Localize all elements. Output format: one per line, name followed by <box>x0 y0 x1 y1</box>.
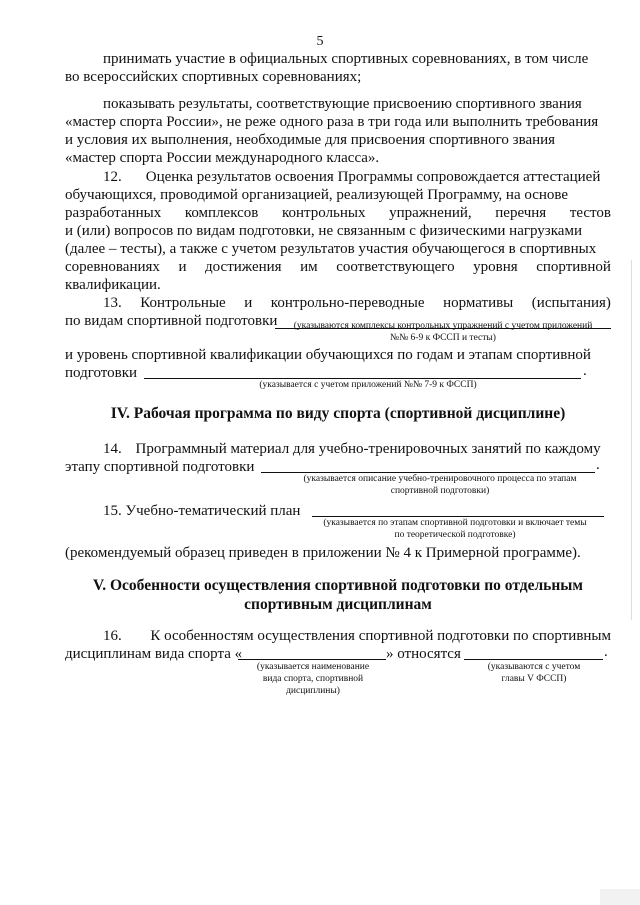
text-line: квалификации. <box>65 277 161 293</box>
text-line: дисциплинам вида спорта « <box>65 646 243 662</box>
document-page: 5 принимать участие в официальных спортивных соревнованиях, в том числе во всероссийских спортивных соревнованиях; показывать результаты, соответствующие присвоению спортивного звания «мастер спорта России», не реже одного раза в три года или выполнить требования и условия их выполнения, необходимые для присвоения спортивного звания «мастер спорта России международного класса». 12. Оценка результатов освоения Программы сопровождается аттестацией обучающихся, проводимой организацией, реализующей Программу, на основе разработанных комплексов контрольных упражнений, перечня тестов и (или) вопросов по видам подготовки, не связанным с физическими нагрузками (далее – тесты), а также с учетом результатов участия обучающегося в спортивных соревнованиях и достижения им соответствующего уровня спортивной квалификации. 13. Контрольные и контрольно-переводные нормативы (испытания) по видам спортивной подготовки (указываются комплексы контрольных упражнений с учетом приложений №№ 6-9 к ФССП и тесты) и уровень спортивной квалификации обучающихся по годам и этапам спортивной подготовки . (указывается с учетом приложений №№ 7-9 к ФССП) IV. Рабочая программа по виду спорта (спортивной дисциплине) 14. Программный материал для учебно-тренировочных занятий по каждому этапу спортивной подготовки . (указывается описание учебно-тренировочного процесса по этапам спортивной подготовки) 15. Учебно-тематический план (указывается по этапам спортивной подготовки и включает темы по теоретической подготовке) (рекомендуемый образец приведен в приложении № 4 к Примерной программе). V. Особенности осуществления спортивной подготовки по отдельным спортивным дисциплинам 16. К особенностям осуществления спортивной подготовки по спортивным дисциплинам вида спорта « » относятся . (указывается наименование вида спорта, спортивной дисциплины) (указываются с учетом главы V ФССП) <box>0 0 640 905</box>
text-line: (рекомендуемый образец приведен в приложении № 4 к Примерной программе). <box>65 545 581 561</box>
text-line: «мастер спорта России», не реже одного раза в три года или выполнить требования <box>65 114 599 130</box>
paragraph-13-line-1: 13. Контрольные и контрольно-переводные нормативы (испытания) <box>103 295 611 311</box>
text-line: и уровень спортивной квалификации обучающихся по годам и этапам спортивной <box>65 347 591 363</box>
section-heading: IV. Рабочая программа по виду спорта (спортивной дисциплине) <box>110 405 566 422</box>
fill-in-blank <box>464 659 603 660</box>
footnote-annotation: (указываются с учетом главы V ФССП) <box>487 662 581 684</box>
section-heading: V. Особенности осуществления спортивной подготовки по отдельным <box>93 577 583 594</box>
footnote-annotation: (указываются комплексы контрольных упражнений с учетом приложений №№ 6-9 к ФССП и тесты) <box>293 321 593 343</box>
text-line: по видам спортивной подготовки <box>65 313 278 329</box>
text-line: «мастер спорта России международного класса». <box>65 150 380 166</box>
page-number: 5 <box>316 34 324 49</box>
text-line: и условия их выполнения, необходимые для присвоения спортивного звания <box>65 132 556 148</box>
text-line: показывать результаты, соответствующие присвоению спортивного звания <box>103 96 582 112</box>
paragraph-14-line-1: 14. Программный материал для учебно-тренировочных занятий по каждому <box>103 441 601 457</box>
scan-edge <box>631 260 632 620</box>
text-line: подготовки <box>65 365 138 381</box>
paragraph-number: 16. <box>103 628 122 644</box>
text-line: во всероссийских спортивных соревнованиях; <box>65 69 362 85</box>
fill-in-blank <box>238 659 386 660</box>
footnote-annotation: (указывается описание учебно-тренировочного процесса по этапам спортивной подготовки) <box>303 474 577 496</box>
section-heading-line-2: спортивным дисциплинам <box>244 596 432 613</box>
paragraph-15-line: 15. Учебно-тематический план <box>103 503 301 519</box>
text-line: обучающихся, проводимой организацией, реализующей Программу, на основе <box>65 187 569 203</box>
footnote-annotation: (указывается с учетом приложений №№ 7-9 к ФССП) <box>259 380 477 390</box>
paragraph-number: 13. <box>103 295 122 311</box>
text-line: принимать участие в официальных спортивных соревнованиях, в том числе <box>103 51 589 67</box>
text-line: и (или) вопросов по видам подготовки, не связанным с физическими нагрузками <box>65 223 582 239</box>
paragraph-number: 12. <box>103 169 122 185</box>
footnote-annotation: (указывается по этапам спортивной подготовки и включает темы по теоретической подготовке) <box>323 518 587 540</box>
text-line-justified: соревнованиях и достижения им соответствующего уровня спортивной <box>65 259 611 275</box>
paragraph-12-line-1: 12. Оценка результатов освоения Программы сопровождается аттестацией <box>103 169 601 185</box>
paragraph-number: 14. <box>103 441 122 457</box>
paragraph-16-line-1: 16. К особенностям осуществления спортивной подготовки по спортивным <box>103 628 611 644</box>
text-line-justified: разработанных комплексов контрольных упражнений, перечня тестов <box>65 205 611 221</box>
text-line: (далее – тесты), а также с учетом результатов участия обучающегося в спортивных <box>65 241 597 257</box>
text-line: этапу спортивной подготовки <box>65 459 255 475</box>
footnote-annotation: (указывается наименование вида спорта, спортивной дисциплины) <box>256 662 370 696</box>
scan-corner <box>600 889 640 905</box>
